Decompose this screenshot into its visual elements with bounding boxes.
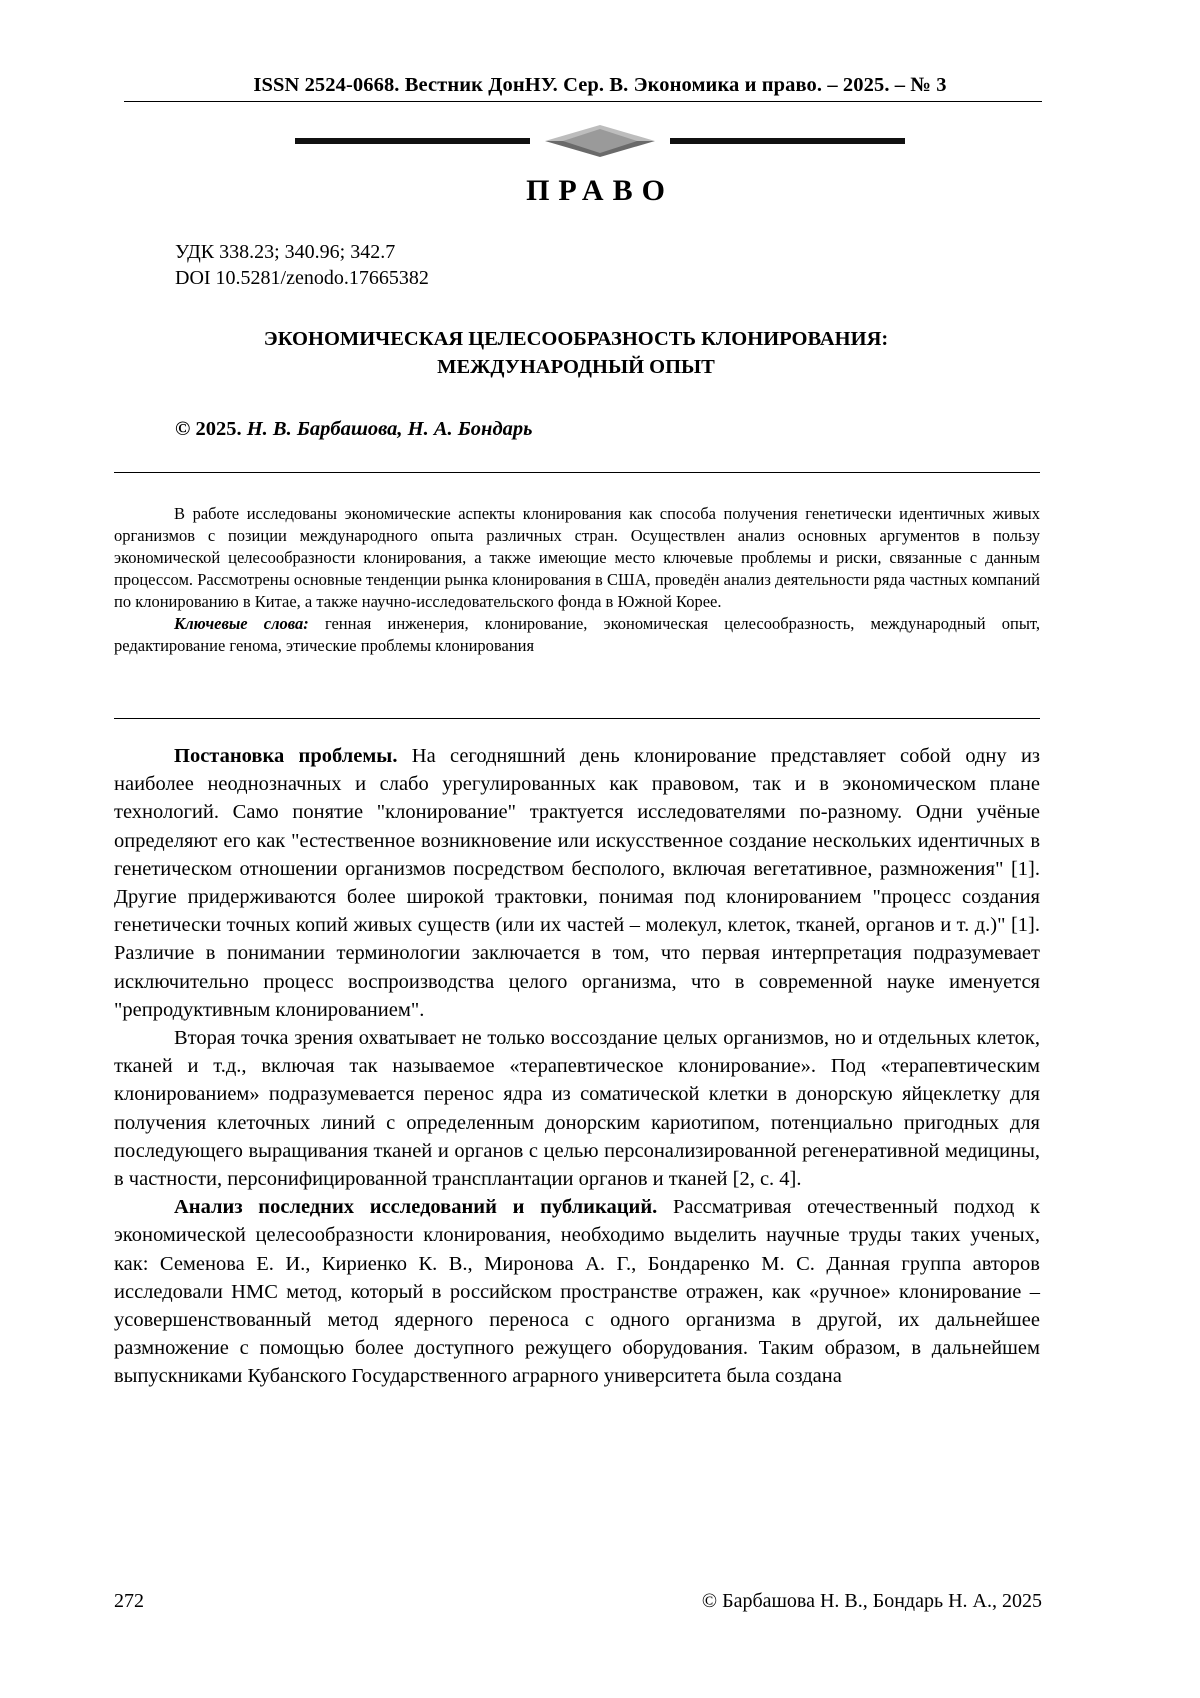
section-title: ПРАВО — [526, 174, 674, 207]
running-header: ISSN 2524-0668. Вестник ДонНУ. Сер. В. Экономика и право. – 2025. – № 3 — [253, 74, 947, 96]
paragraph-text: Рассматривая отечественный подход к экономической целесообразности клонирования, необходимо выделить научные труды таких ученых, как: Семенова Е. И., Кириенко К. В., Миронова А. Г., Бондаренко М. С. Данная группа авторов исследовали HMC метод, который в российском пространстве отражен, как «ручное» клонирование – усовершенствованный метод ядерного переноса с одного организма в другой, их дальнейшее размножение с помощью более доступного режущего оборудования. Таким образом, в дальнейшем выпускниками Кубанского Государственного аграрного университета была создана — [114, 1196, 1040, 1388]
copyright-year: © 2025. — [175, 418, 242, 440]
udk-code: УДК 338.23; 340.96; 342.7 — [175, 241, 396, 263]
article-body — [114, 742, 1040, 1391]
keywords-label: Ключевые слова: — [174, 614, 309, 633]
keywords-list: генная инженерия, клонирование, экономическая целесообразность, международный опыт, редактирование генома, этические проблемы клонирования — [114, 614, 1041, 655]
body-paragraph — [114, 1193, 1040, 1390]
paragraph-heading: Анализ последних исследований и публикаций. — [174, 1196, 658, 1219]
author-line — [175, 418, 532, 441]
abstract-top-rule — [114, 472, 1040, 473]
section-ornament-icon — [295, 125, 905, 171]
footer-copyright: © Барбашова Н. В., Бондарь Н. А., 2025 — [701, 1590, 1042, 1612]
page-number: 272 — [114, 1590, 144, 1612]
article-title-line-1: ЭКОНОМИЧЕСКАЯ ЦЕЛЕСООБРАЗНОСТЬ КЛОНИРОВАНИЯ: — [263, 328, 889, 350]
author-names: Н. В. Барбашова, Н. А. Бондарь — [246, 418, 533, 440]
paragraph-heading: Постановка проблемы. — [174, 745, 398, 767]
doi: DOI 10.5281/zenodo.17665382 — [175, 267, 429, 289]
abstract-text: В работе исследованы экономические аспекты клонирования как способа получения генетически идентичных живых организмов с позиции международного опыта различных стран. Осуществлен анализ основных аргументов в пользу экономической целесообразности клонирования, а также имеющие место ключевые проблемы и риски, связанные с данным процессом. Рассмотрены основные тенденции рынка клонирования в США, проведён анализ деятельности ряда частных компаний по клонированию в Китае, а также научно-исследовательского фонда в Южной Корее. — [114, 504, 1040, 611]
body-paragraph: Вторая точка зрения охватывает не только воссоздание целых организмов, но и отдельных клеток, тканей и т.д., включая так называемое «терапевтическое клонирование». Под «терапевтическим клонированием» подразумевается перенос ядра из соматической клетки в донорскую яйцеклетку для получения клеточных линий с определенным донорским кариотипом, потенциально пригодных для последующего выращивания тканей и органов с целью персонализированной регенеративной медицины, в частности, персонифицированной трансплантации органов и тканей [2, с. 4]. — [114, 1027, 1040, 1191]
body-paragraph — [114, 742, 1040, 1024]
article-title-line-2: МЕЖДУНАРОДНЫЙ ОПЫТ — [437, 356, 715, 378]
article-title — [112, 325, 1040, 381]
paragraph-text: На сегодняшний день клонирование представляет собой одну из наиболее неоднозначных и слабо урегулированных как правовом, так и в экономическом плане технологий. Само понятие "клонирование" трактуется исследователями по-разному. Одни учёные определяют его как "естественное возникновение или искусственное создание нескольких идентичных в генетическом отношении организмов посредством бесполого, включая вегетативное, размножения" [1]. Другие придерживаются более широкой трактовки, понимая под клонированием "процесс создания генетически точных копий живых существ (или их частей – молекул, клеток, тканей, органов и т. д.)" [1]. Различие в понимании терминологии заключается в том, что первая интерпретация подразумевает исключительно процесс воспроизводства целого организма, что в современной науке именуется "репродуктивным клонированием". — [114, 745, 1041, 1021]
header-rule — [124, 101, 1042, 102]
abstract — [114, 503, 1040, 657]
abstract-bottom-rule — [114, 718, 1040, 719]
keywords — [114, 613, 1040, 657]
